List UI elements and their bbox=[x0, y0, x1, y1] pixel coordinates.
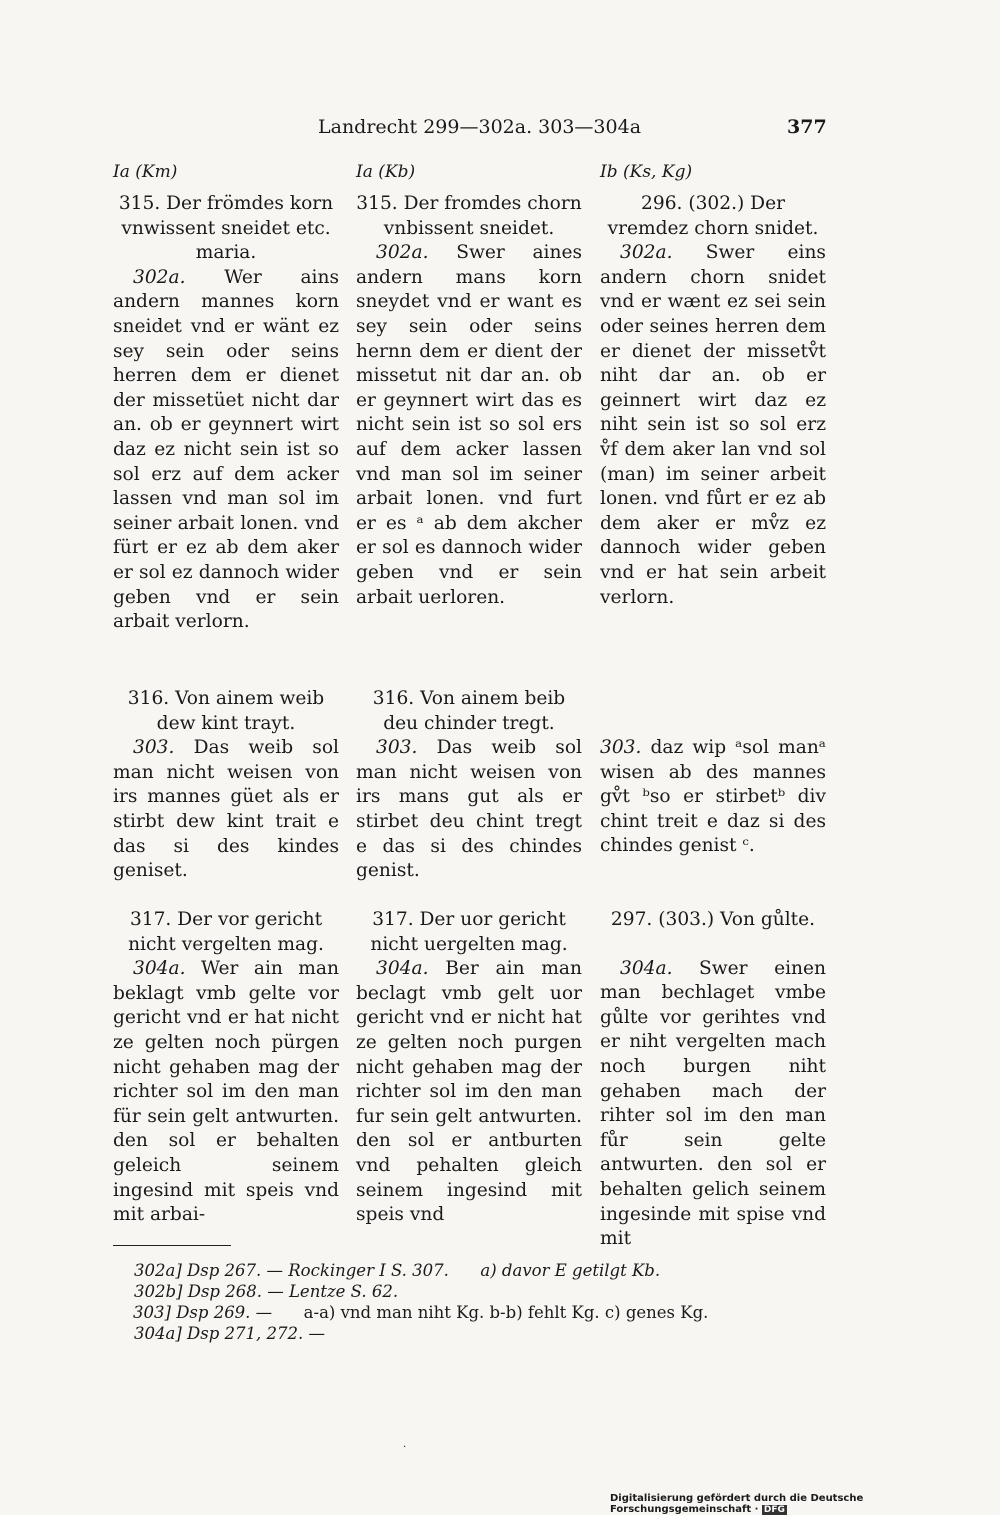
section-text: Wer ain man beklagt vmb gelte vor gericht vnd er hat nicht ze gelten noch pürgen nicht gehaben mag der richter sol im den man für sein gelt antwurten. den sol er behalten geleich seinem ingesind mit speis vnd mit arbai- bbox=[113, 958, 339, 1226]
section-ref: 303. bbox=[133, 737, 175, 759]
section-ref: 303. bbox=[600, 737, 642, 758]
section-text: Das weib sol man nicht weisen von irs mans gut als er stirbet deu chint tregt e das si des chindes genist. bbox=[356, 737, 582, 882]
footnote-divider bbox=[113, 1245, 231, 1246]
column-3-section-1 bbox=[600, 192, 826, 610]
section-ref: 302a. bbox=[376, 242, 429, 264]
section-text: Das weib sol man nicht weisen von irs mannes güet als er stirbt dew kint trait e das si des kindes geniset. bbox=[113, 737, 339, 882]
footnote-text: Dsp 269. — bbox=[176, 1303, 273, 1322]
section-text: Swer einen man bechlaget vmbe gůlte vor gerihtes vnd er niht vergelten mach noch burgen niht gehaben mach der rihter sol im den man fůr sein gelte antwurten. den sol er behalten gelich seinem ingesinde mit spise vnd mit bbox=[600, 957, 826, 1250]
section-heading: 296. (302.) Der vremdez chorn snidet. bbox=[607, 193, 819, 239]
footnote-ref: 304a] bbox=[133, 1324, 182, 1343]
section-ref: 304a. bbox=[133, 958, 186, 980]
footnotes bbox=[113, 1260, 833, 1344]
footnote-text: Dsp 271, 272. — bbox=[187, 1324, 325, 1343]
column-1-section-3 bbox=[113, 908, 339, 1228]
stray-mark: · bbox=[403, 1442, 407, 1453]
section-ref: 302a. bbox=[620, 242, 673, 264]
column-siglum: Ia (Km) bbox=[113, 162, 178, 182]
footnote-text: Dsp 267. — Rockinger I S. 307. bbox=[187, 1261, 449, 1280]
footnote bbox=[113, 1302, 833, 1323]
running-title: Landrecht 299—302a. 303—304a bbox=[318, 116, 642, 138]
section-heading: 315. Der frömdes korn vnwissent sneidet etc. maria. bbox=[118, 193, 334, 264]
column-3-section-2 bbox=[600, 736, 826, 859]
section-heading: 317. Der uor gericht nicht uergelten mag. bbox=[370, 909, 568, 955]
section-text: Ber ain man beclagt vmb gelt uor gericht vnd er nicht hat ze gelten noch purgen nicht gehaben mag der richter sol im den man fur sein gelt antwurten. den sol er antburten vnd pehalten gleich seinem ingesind mit speis vnd bbox=[356, 958, 582, 1226]
column-1-section-2 bbox=[113, 687, 339, 884]
section-heading: 316. Von ainem weib dew kint trayt. bbox=[127, 688, 325, 734]
footnote-ref: 303] bbox=[133, 1303, 171, 1322]
section-heading: 315. Der fromdes chorn vnbissent sneidet. bbox=[356, 193, 582, 239]
footnote-ref: 302a] bbox=[133, 1261, 182, 1280]
dfg-logo: DFG bbox=[763, 1505, 785, 1515]
footnote-text: Dsp 268. — Lentze S. 62. bbox=[187, 1282, 399, 1301]
section-text: Swer eins andern chorn snidet vnd er wænt ez sei sein oder seines herren dem er dienet der missetv̊t niht dar an. ob er geinnert wirt daz ez niht sein ist so sol erz v̊f dem aker lan vnd sol (man) im seiner arbeit lonen. vnd fůrt er ez ab dem aker er mv̊z ez dannoch wider geben vnd er hat sein arbeit verlorn. bbox=[600, 242, 826, 608]
column-1-section-1 bbox=[113, 192, 339, 635]
section-heading: 316. Von ainem beib deu chinder tregt. bbox=[372, 688, 566, 734]
column-2-section-2 bbox=[356, 687, 582, 884]
section-ref: 304a. bbox=[376, 958, 429, 980]
section-heading: 317. Der vor gericht nicht vergelten mag. bbox=[128, 909, 324, 955]
footnote bbox=[113, 1281, 833, 1302]
footnote-note: a) davor E getilgt Kb. bbox=[480, 1261, 661, 1280]
footnote-note: a-a) vnd man niht Kg. b-b) fehlt Kg. c) genes Kg. bbox=[303, 1303, 709, 1322]
digitization-credit: Digitalisierung gefördert durch die Deutsche Forschungsgemeinschaft · DFG bbox=[610, 1493, 864, 1515]
section-text: Wer ains andern mannes korn sneidet vnd er wänt ez sey sein oder seins herren dem er dienet der missetüet nicht dar an. ob er geynnert wirt daz ez nicht sein ist so sol erz auf dem acker lassen vnd man sol im seiner arbait lonen. vnd fürt er ez ab dem aker er sol ez dannoch wider geben vnd er sein arbait verlorn. bbox=[113, 266, 339, 633]
column-siglum: Ia (Kb) bbox=[356, 162, 416, 182]
column-2-section-3 bbox=[356, 908, 582, 1228]
section-text: daz wip ᵃsol manᵃ wisen ab des mannes gv̊t ᵇso er stirbetᵇ div chint treit e daz si des chindes genist ᶜ. bbox=[600, 737, 826, 857]
section-text: Swer aines andern mans korn sneydet vnd er want es sey sein oder seins hernn dem er dient der missetut nit dar an. ob er geynnert wirt das es nicht sein ist so sol ers auf dem acker lassen vnd man sol im seiner arbait lonen. vnd furt er es ᵃ ab dem akcher er sol es dannoch wider geben vnd er sein arbait uerloren. bbox=[356, 242, 582, 608]
column-3-section-3 bbox=[600, 908, 826, 1252]
column-2-section-1 bbox=[356, 192, 582, 610]
section-heading: 297. (303.) Von gůlte. bbox=[610, 909, 816, 930]
section-ref: 302a. bbox=[133, 266, 186, 288]
column-siglum: Ib (Ks, Kg) bbox=[600, 162, 693, 182]
footnote bbox=[113, 1260, 833, 1281]
footnote-ref: 302b] bbox=[133, 1282, 183, 1301]
footnote bbox=[113, 1323, 833, 1344]
section-ref: 303. bbox=[376, 737, 418, 759]
section-ref: 304a. bbox=[620, 957, 673, 979]
page-number: 377 bbox=[787, 116, 827, 138]
credit-text: Digitalisierung gefördert durch die Deutsche Forschungsgemeinschaft bbox=[610, 1493, 864, 1515]
